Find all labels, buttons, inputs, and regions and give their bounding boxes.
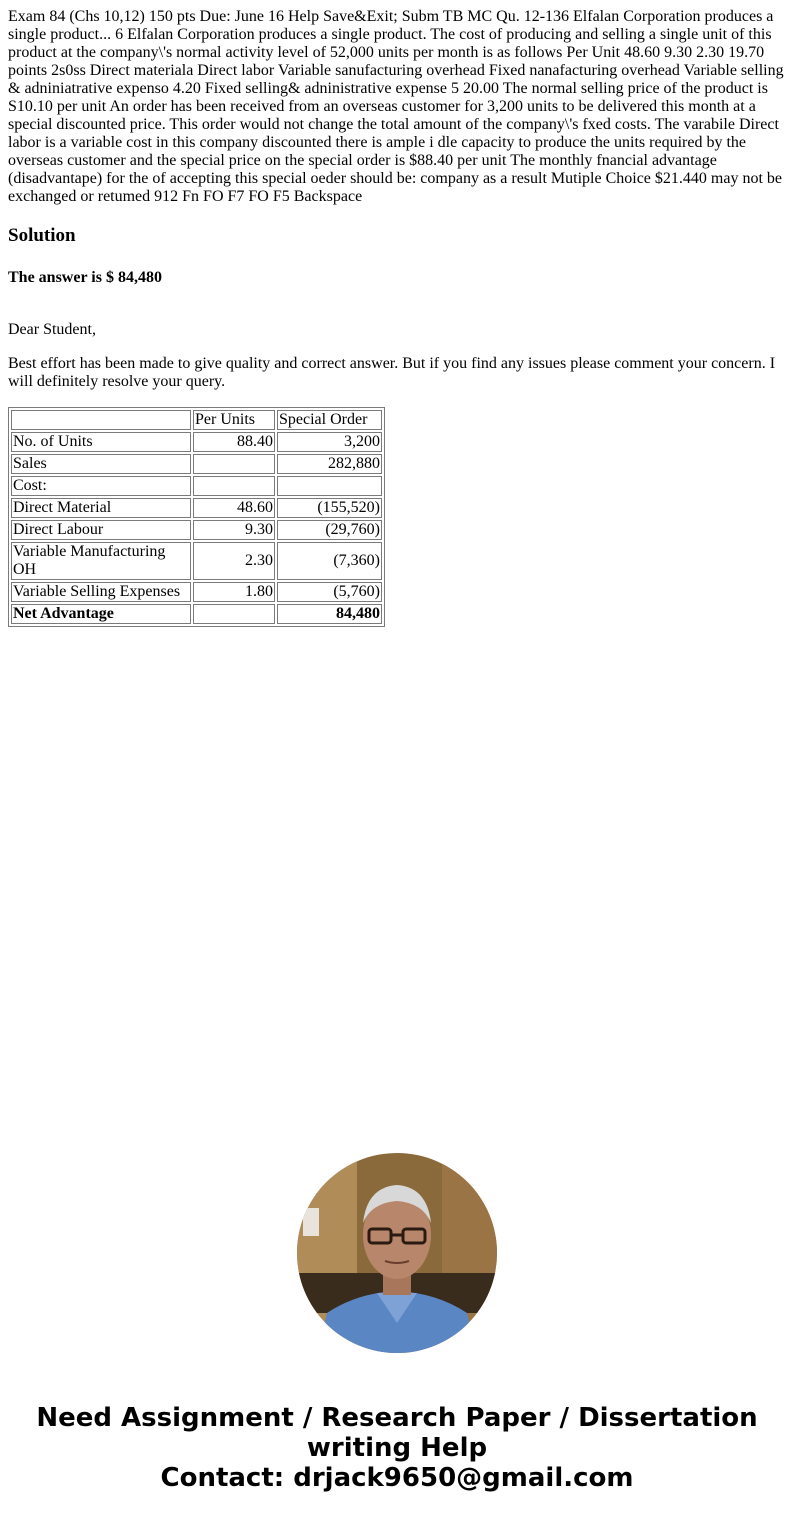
row-special-order: (5,760) bbox=[277, 582, 382, 602]
footer-line-1: Need Assignment / Research Paper / Dissertation bbox=[36, 1403, 758, 1433]
row-per-unit: 9.30 bbox=[193, 520, 275, 540]
greeting-text: Dear Student, bbox=[8, 321, 96, 338]
row-per-unit: 88.40 bbox=[193, 432, 275, 452]
row-per-unit: 2.30 bbox=[193, 542, 275, 580]
solution-heading: Solution bbox=[8, 225, 76, 246]
row-label: Sales bbox=[11, 454, 191, 474]
table-row bbox=[11, 498, 382, 518]
row-special-order: (155,520) bbox=[277, 498, 382, 518]
row-special-order bbox=[277, 476, 382, 496]
header-cell-blank bbox=[11, 410, 191, 430]
row-special-order: 282,880 bbox=[277, 454, 382, 474]
answer-statement: The answer is $ 84,480 bbox=[8, 269, 162, 286]
footer-line-2: writing Help bbox=[306, 1433, 488, 1463]
row-label: Net Advantage bbox=[11, 604, 191, 624]
row-per-unit: 48.60 bbox=[193, 498, 275, 518]
row-per-unit bbox=[193, 604, 275, 624]
row-label: Variable Selling Expenses bbox=[11, 582, 191, 602]
solution-page bbox=[0, 0, 794, 627]
row-per-unit: 1.80 bbox=[193, 582, 275, 602]
header-cell-per-units: Per Units bbox=[193, 410, 275, 430]
author-portrait-image bbox=[297, 1153, 497, 1353]
header-cell-special-order: Special Order bbox=[277, 410, 382, 430]
table-row bbox=[11, 454, 382, 474]
footer-contact-line: Contact: drjack9650@gmail.com bbox=[160, 1463, 634, 1493]
row-special-order: 84,480 bbox=[277, 604, 382, 624]
row-label: Cost: bbox=[11, 476, 191, 496]
author-avatar bbox=[297, 1153, 497, 1353]
row-label: Variable Manufacturing OH bbox=[11, 542, 191, 580]
effort-note: Best effort has been made to give quality and correct answer. But if you find any issues please comment your concern. I will definitely resolve your query. bbox=[8, 355, 776, 390]
table-row bbox=[11, 520, 382, 540]
row-special-order: (29,760) bbox=[277, 520, 382, 540]
table-row-total bbox=[11, 604, 382, 624]
row-special-order: (7,360) bbox=[277, 542, 382, 580]
table-row bbox=[11, 542, 382, 580]
row-per-unit bbox=[193, 454, 275, 474]
table-row bbox=[11, 476, 382, 496]
row-label: No. of Units bbox=[11, 432, 191, 452]
special-order-table bbox=[8, 407, 385, 627]
row-special-order: 3,200 bbox=[277, 432, 382, 452]
promo-footer bbox=[0, 1403, 794, 1493]
row-label: Direct Labour bbox=[11, 520, 191, 540]
table-header-row bbox=[11, 410, 382, 430]
question-text: Exam 84 (Chs 10,12) 150 pts Due: June 16 Help Save&Exit; Subm TB MC Qu. 12-136 Elfalan Corporation produces a single product... 6 Elfalan Corporation produces a single product. The cost of producing and selling a single unit of this product at the company\'s normal activity level of 52,000 units per month is as follows Per Unit 48.60 9.30 2.30 19.70 points 2s0ss Direct materiala Direct labor Variable sanufacturing overhead Fixed nanafacturing overhead Variable selling & adniniatrative expenso 4.20 Fixed selling& adninistrative expense 5 20.00 The normal selling price of the product is S10.10 per unit An order has been received from an overseas customer for 3,200 units to be delivered this month at a special discounted price. This order would not change the total amount of the company\'s fxed costs. The varabile Direct labor is a variable cost in this company discounted there is ample i dle capacity to produce the units required by the overseas customer and the special price on the special order is $88.40 per unit The monthly fnancial advantage (disadvantape) for the of accepting this special oeder should be: company as a result Mutiple Choice $21.440 may not be exchanged or retumed 912 Fn FO F7 FO F5 Backspace bbox=[8, 8, 784, 205]
row-label: Direct Material bbox=[11, 498, 191, 518]
table-row bbox=[11, 432, 382, 452]
row-per-unit bbox=[193, 476, 275, 496]
table-row bbox=[11, 582, 382, 602]
